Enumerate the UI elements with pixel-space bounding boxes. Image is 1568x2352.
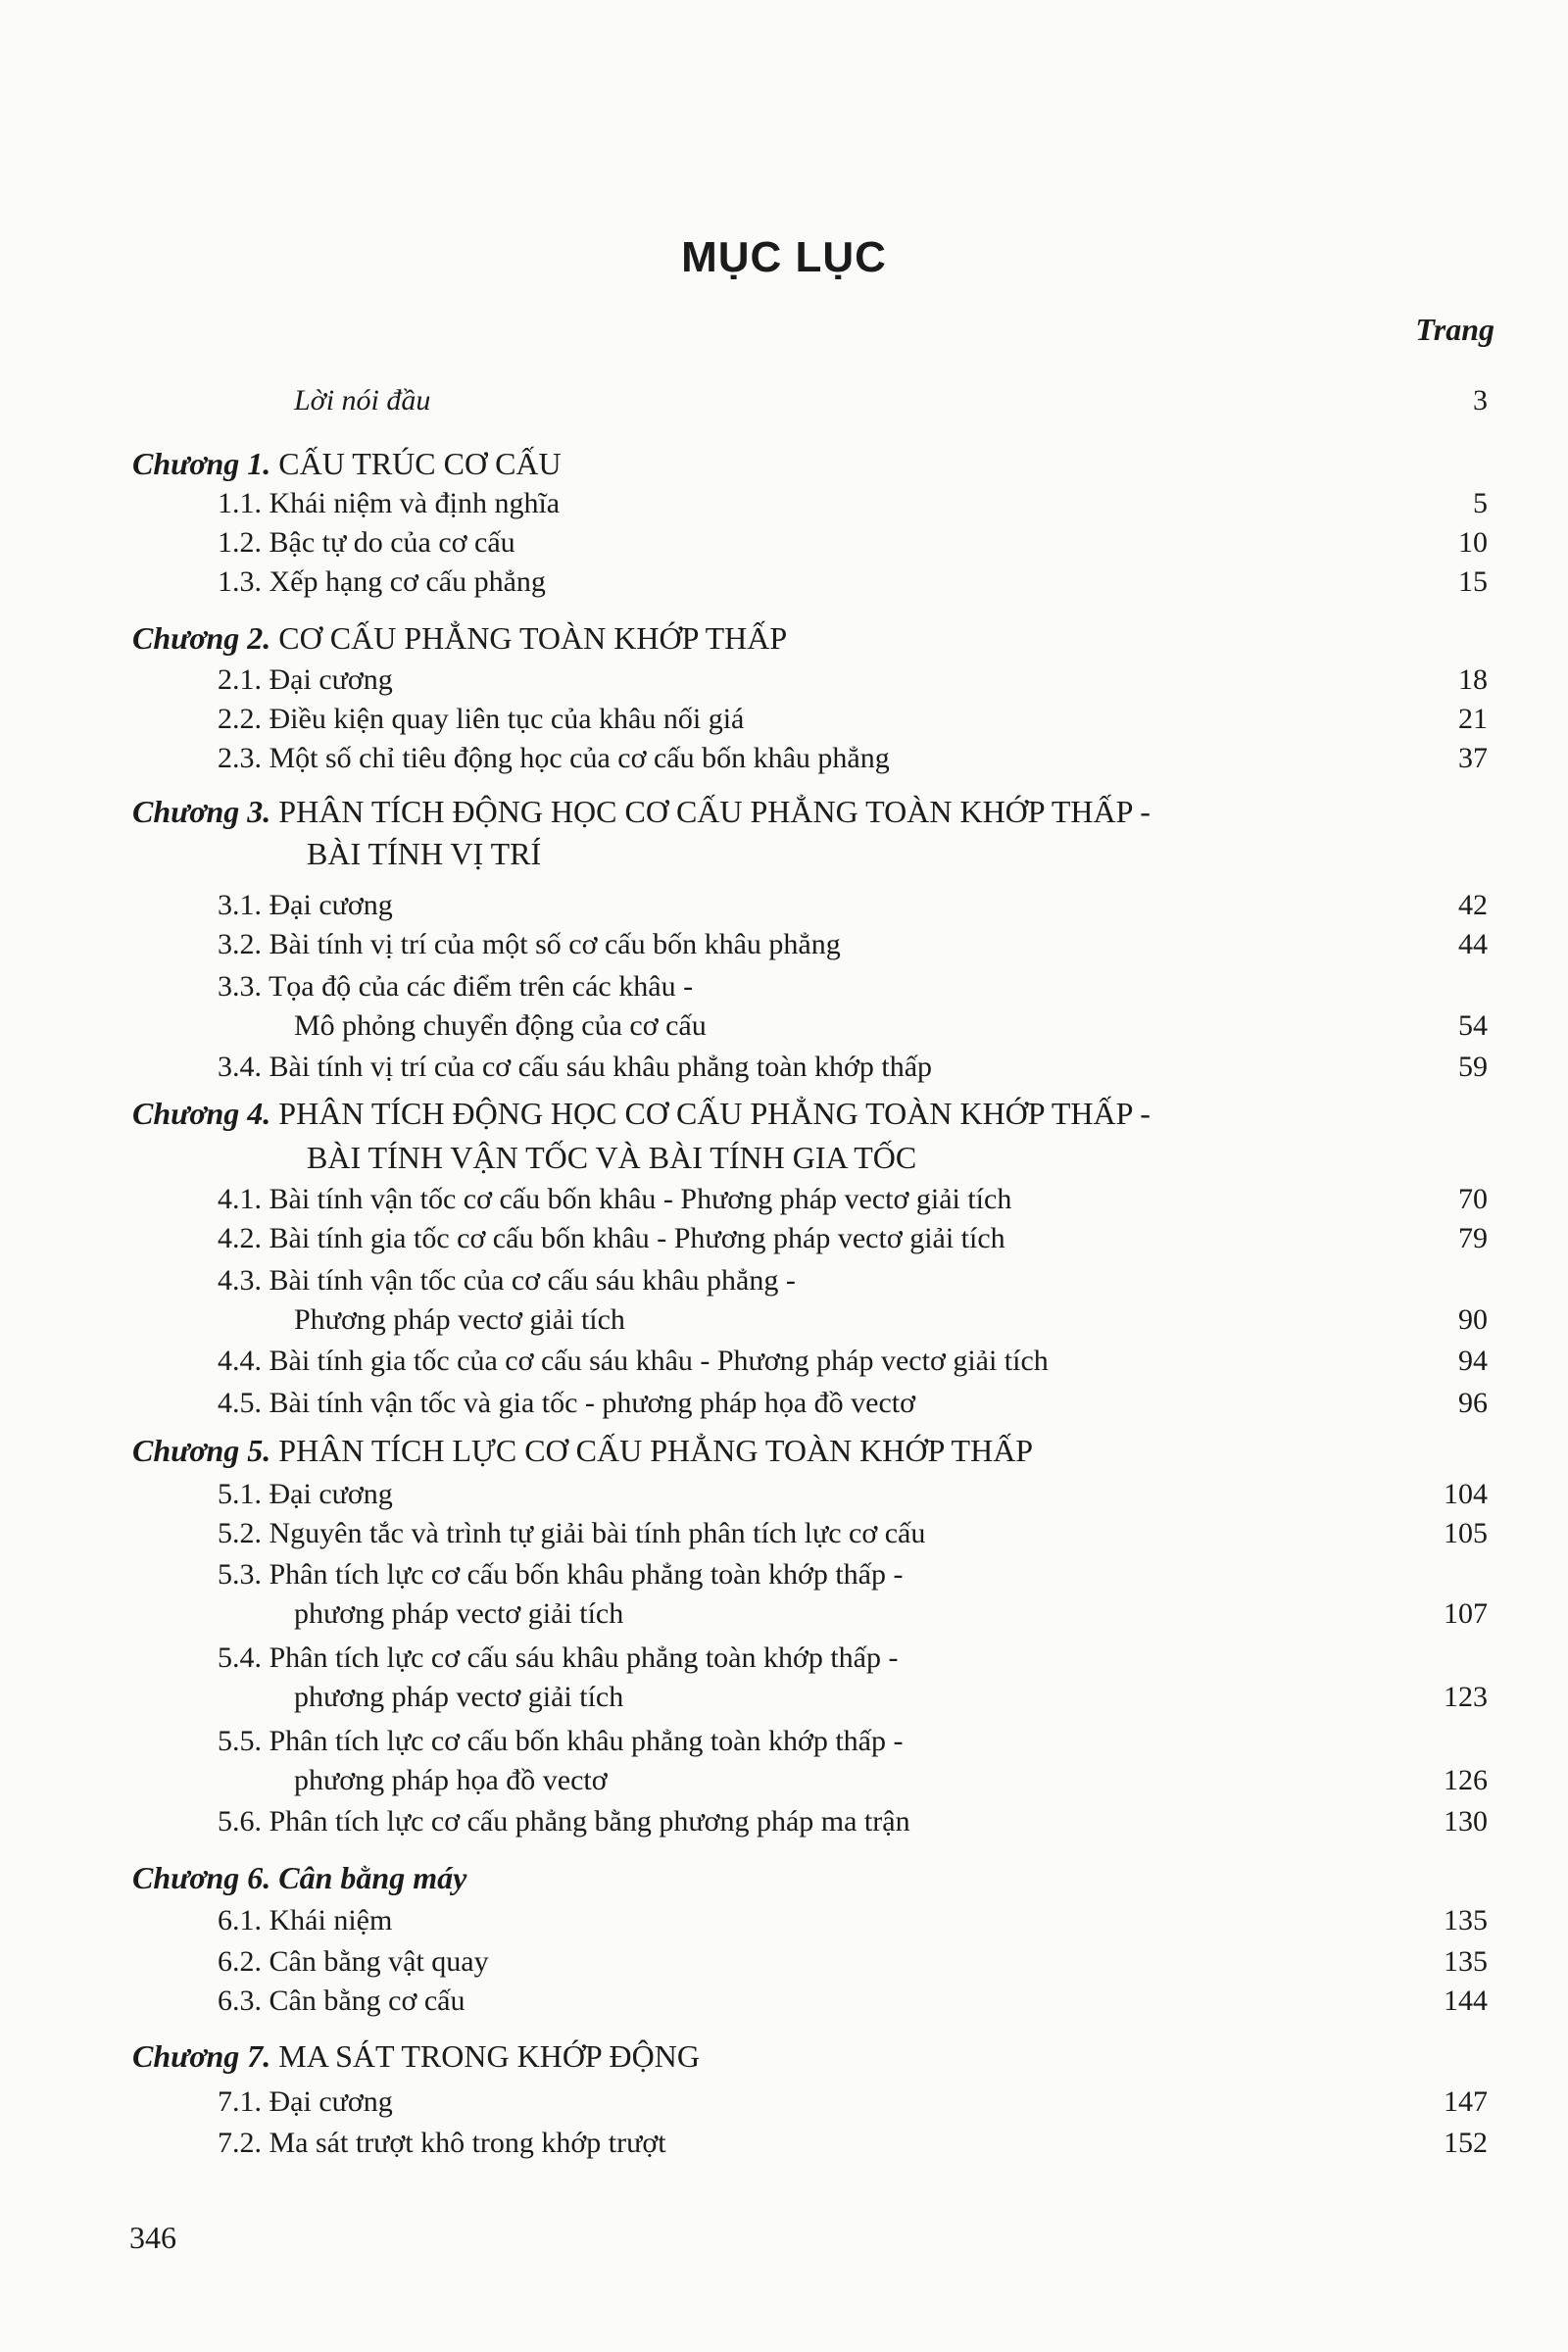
toc-entry-label: 4.3. Bài tính vận tốc của cơ cấu sáu khâu phẳng - bbox=[218, 1264, 796, 1297]
toc-entry-page: 44 bbox=[1458, 928, 1488, 960]
chapter-heading bbox=[0, 1096, 1568, 1135]
toc-entry-page: 21 bbox=[1458, 703, 1488, 735]
chapter-prefix: Chương 2. bbox=[132, 620, 271, 656]
toc-entry-label-continued: phương pháp vectơ giải tích bbox=[294, 1597, 624, 1630]
chapter-name: MA SÁT TRONG KHỚP ĐỘNG bbox=[278, 2038, 700, 2074]
chapter-name: CẤU TRÚC CƠ CẤU bbox=[278, 446, 562, 481]
toc-entry-page: 90 bbox=[1458, 1303, 1488, 1336]
chapter-title bbox=[132, 1096, 1151, 1132]
toc-entry-page: 130 bbox=[1444, 1805, 1488, 1838]
toc-entry-page: 15 bbox=[1458, 565, 1488, 598]
chapter-heading bbox=[0, 1433, 1568, 1472]
toc-entry bbox=[0, 1945, 1568, 1984]
chapter-prefix: Chương 5. bbox=[132, 1433, 271, 1468]
toc-entry-label: 1.1. Khái niệm và định nghĩa bbox=[218, 487, 561, 519]
chapter-title bbox=[132, 1433, 1033, 1469]
toc-entry-continued bbox=[0, 1764, 1568, 1803]
toc-entry-page: 96 bbox=[1458, 1387, 1488, 1419]
preface-row bbox=[0, 384, 1568, 423]
toc-entry bbox=[0, 1984, 1568, 2024]
toc-entry-label: 7.1. Đại cương bbox=[218, 2085, 393, 2118]
page-number: 346 bbox=[129, 2220, 176, 2255]
toc-entry bbox=[0, 1051, 1568, 1090]
toc-entry-label-continued: Phương pháp vectơ giải tích bbox=[294, 1303, 625, 1336]
chapter-prefix: Chương 3. bbox=[132, 794, 271, 829]
toc-entry bbox=[0, 2127, 1568, 2166]
toc-entry bbox=[0, 1387, 1568, 1426]
toc-entry-page: 79 bbox=[1458, 1222, 1488, 1254]
toc-entry-label: 6.3. Cân bằng cơ cấu bbox=[218, 1984, 466, 2017]
toc-entry-page: 107 bbox=[1444, 1597, 1488, 1630]
toc-entry bbox=[0, 1642, 1568, 1681]
chapter-title bbox=[132, 1860, 466, 1896]
toc-entry-label: 1.3. Xếp hạng cơ cấu phẳng bbox=[218, 565, 546, 598]
toc-entry-page: 94 bbox=[1458, 1345, 1488, 1377]
toc-entry bbox=[0, 1183, 1568, 1222]
toc-entry bbox=[0, 1264, 1568, 1303]
toc-entry-page: 70 bbox=[1458, 1183, 1488, 1215]
toc-entry-page: 10 bbox=[1458, 526, 1488, 559]
toc-entry-label: 4.1. Bài tính vận tốc cơ cấu bốn khâu - Phương pháp vectơ giải tích bbox=[218, 1183, 1012, 1215]
toc-entry-label: 1.2. Bậc tự do của cơ cấu bbox=[218, 526, 515, 559]
chapter-name: PHÂN TÍCH ĐỘNG HỌC CƠ CẤU PHẲNG TOÀN KHỚP THẤP - bbox=[278, 794, 1151, 829]
toc-entry-label: 5.3. Phân tích lực cơ cấu bốn khâu phẳng toàn khớp thấp - bbox=[218, 1558, 904, 1591]
chapter-prefix: Chương 1. bbox=[132, 446, 271, 481]
toc-entry bbox=[0, 1805, 1568, 1844]
toc-entry-label-continued: phương pháp họa đồ vectơ bbox=[294, 1764, 608, 1796]
toc-entry-label: 2.3. Một số chỉ tiêu động học của cơ cấu bốn khâu phẳng bbox=[218, 742, 890, 774]
toc-entry-label: 6.2. Cân bằng vật quay bbox=[218, 1945, 489, 1978]
toc-entry-page: 123 bbox=[1444, 1681, 1488, 1713]
toc-entry-page: 42 bbox=[1458, 889, 1488, 921]
preface-page: 3 bbox=[1473, 384, 1488, 416]
toc-entry bbox=[0, 1478, 1568, 1517]
toc-entry-page: 135 bbox=[1444, 1904, 1488, 1936]
chapter-heading-continued bbox=[0, 836, 1568, 875]
toc-entry bbox=[0, 1725, 1568, 1764]
toc-entry-label: 5.1. Đại cương bbox=[218, 1478, 393, 1510]
preface-label: Lời nói đầu bbox=[294, 384, 431, 416]
toc-entry-label: 5.4. Phân tích lực cơ cấu sáu khâu phẳng toàn khớp thấp - bbox=[218, 1642, 899, 1674]
toc-entry-label: 3.3. Tọa độ của các điểm trên các khâu - bbox=[218, 970, 694, 1003]
page-column-label: Trang bbox=[1415, 312, 1494, 347]
toc-entry-label: 3.4. Bài tính vị trí của cơ cấu sáu khâu phẳng toàn khớp thấp bbox=[218, 1051, 933, 1083]
chapter-heading bbox=[0, 2038, 1568, 2078]
toc-entry-label: 5.2. Nguyên tắc và trình tự giải bài tính phân tích lực cơ cấu bbox=[218, 1517, 926, 1549]
toc-entry bbox=[0, 1222, 1568, 1261]
chapter-heading-continued bbox=[0, 1140, 1568, 1179]
chapter-heading bbox=[0, 794, 1568, 833]
toc-entry-page: 135 bbox=[1444, 1945, 1488, 1978]
toc-entry-label: 6.1. Khái niệm bbox=[218, 1904, 393, 1936]
chapter-name: Cân bằng máy bbox=[278, 1860, 467, 1895]
chapter-heading bbox=[0, 446, 1568, 485]
chapter-title bbox=[132, 620, 787, 657]
toc-entry-page: 126 bbox=[1444, 1764, 1488, 1796]
toc-entry-page: 59 bbox=[1458, 1051, 1488, 1083]
toc-entry bbox=[0, 487, 1568, 526]
toc-entry-label: 5.6. Phân tích lực cơ cấu phẳng bằng phương pháp ma trận bbox=[218, 1805, 910, 1838]
toc-entry-page: 5 bbox=[1473, 487, 1488, 519]
toc-entry bbox=[0, 889, 1568, 928]
toc-entry bbox=[0, 663, 1568, 703]
toc-entry-label-continued: phương pháp vectơ giải tích bbox=[294, 1681, 624, 1713]
toc-entry bbox=[0, 1558, 1568, 1597]
toc-entry-label: 4.2. Bài tính gia tốc cơ cấu bốn khâu - Phương pháp vectơ giải tích bbox=[218, 1222, 1005, 1254]
toc-entry bbox=[0, 565, 1568, 605]
toc-entry-label: 4.5. Bài tính vận tốc và gia tốc - phương pháp họa đồ vectơ bbox=[218, 1387, 915, 1419]
toc-entry-label: 5.5. Phân tích lực cơ cấu bốn khâu phẳng toàn khớp thấp - bbox=[218, 1725, 904, 1757]
toc-entry-label: 2.2. Điều kiện quay liên tục của khâu nối giá bbox=[218, 703, 745, 735]
chapter-title bbox=[132, 794, 1151, 830]
toc-entry-label: 7.2. Ma sát trượt khô trong khớp trượt bbox=[218, 2127, 666, 2159]
chapter-name: CƠ CẤU PHẲNG TOÀN KHỚP THẤP bbox=[278, 620, 788, 656]
toc-entry-page: 105 bbox=[1444, 1517, 1488, 1549]
toc-entry-page: 18 bbox=[1458, 663, 1488, 696]
toc-entry-page: 144 bbox=[1444, 1984, 1488, 2017]
toc-entry bbox=[0, 1517, 1568, 1556]
toc-entry-continued bbox=[0, 1009, 1568, 1049]
chapter-name-continued: BÀI TÍNH VỊ TRÍ bbox=[307, 836, 542, 871]
chapter-heading bbox=[0, 620, 1568, 660]
chapter-prefix: Chương 4. bbox=[132, 1096, 271, 1131]
toc-entry-label: 2.1. Đại cương bbox=[218, 663, 393, 696]
chapter-prefix: Chương 7. bbox=[132, 2038, 271, 2074]
toc-entry-continued bbox=[0, 1681, 1568, 1720]
toc-entry bbox=[0, 703, 1568, 742]
toc-entry-page: 147 bbox=[1444, 2085, 1488, 2118]
toc-entry bbox=[0, 970, 1568, 1009]
chapter-prefix: Chương 6. bbox=[132, 1860, 271, 1895]
toc-entry-label: 4.4. Bài tính gia tốc của cơ cấu sáu khâu - Phương pháp vectơ giải tích bbox=[218, 1345, 1049, 1377]
chapter-name: PHÂN TÍCH LỰC CƠ CẤU PHẲNG TOÀN KHỚP THẤP bbox=[278, 1433, 1034, 1468]
toc-entry-label-continued: Mô phỏng chuyển động của cơ cấu bbox=[294, 1009, 707, 1042]
chapter-heading bbox=[0, 1860, 1568, 1899]
toc-entry bbox=[0, 1345, 1568, 1384]
chapter-title bbox=[132, 446, 562, 482]
toc-entry-page: 54 bbox=[1458, 1009, 1488, 1042]
toc-entry bbox=[0, 928, 1568, 967]
chapter-title bbox=[132, 2038, 700, 2075]
toc-entry bbox=[0, 742, 1568, 781]
toc-entry-label: 3.2. Bài tính vị trí của một số cơ cấu bốn khâu phẳng bbox=[218, 928, 841, 960]
chapter-name: PHÂN TÍCH ĐỘNG HỌC CƠ CẤU PHẲNG TOÀN KHỚP THẤP - bbox=[278, 1096, 1151, 1131]
toc-entry-continued bbox=[0, 1303, 1568, 1343]
toc-entry-label: 3.1. Đại cương bbox=[218, 889, 393, 921]
toc-entry bbox=[0, 526, 1568, 565]
toc-entry-continued bbox=[0, 1597, 1568, 1637]
toc-entry-page: 152 bbox=[1444, 2127, 1488, 2159]
toc-entry-page: 37 bbox=[1458, 742, 1488, 774]
toc-entry-page: 104 bbox=[1444, 1478, 1488, 1510]
toc-entry bbox=[0, 1904, 1568, 1943]
page-title: MỤC LỤC bbox=[681, 233, 887, 281]
toc-entry bbox=[0, 2085, 1568, 2125]
chapter-name-continued: BÀI TÍNH VẬN TỐC VÀ BÀI TÍNH GIA TỐC bbox=[307, 1140, 917, 1175]
